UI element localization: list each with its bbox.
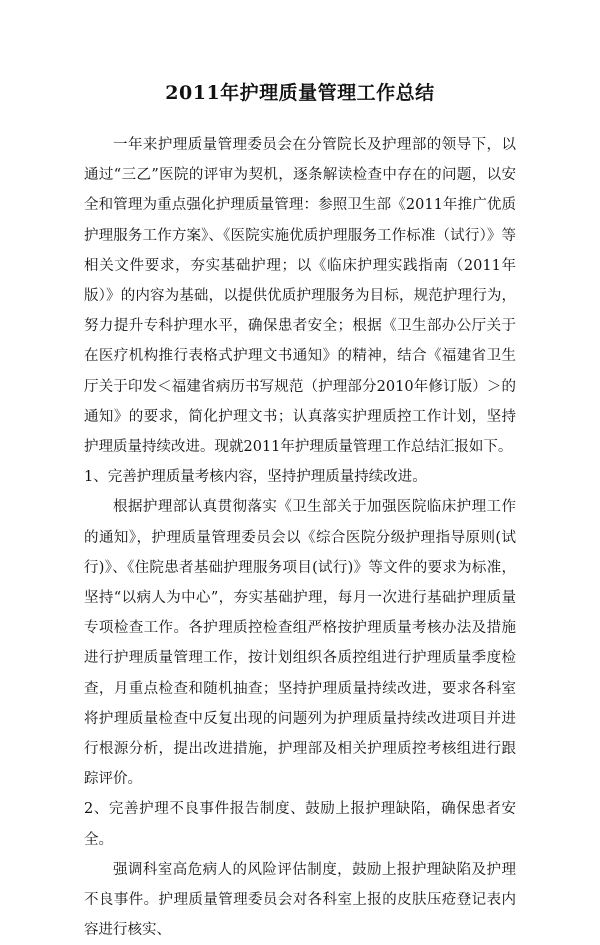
document-title: 2011年护理质量管理工作总结 xyxy=(165,82,435,104)
intro-paragraph: 一年来护理质量管理委员会在分管院长及护理部的领导下，以通过“三乙”医院的评审为契机，逐条解读检查中存在的问题，以安全和管理为重点强化护理质量管理：参照卫生部《2011年推广优质护理服务工作方案》、《医院实施优质护理服务工作标准（试行）》等相关文件要求，夯实基础护理；以《临床护理实践指南（2011年版）》的内容为基础，以提供优质护理服务为目标，规范护理行为，努力提升专科护理水平，确保患者安全；根据《卫生部办公厅关于在医疗机构推行表格式护理文书通知》的精神，结合《福建省卫生厅关于印发＜福建省病历书写规范（护理部分2010年修订版）＞的通知》的要求，简化护理文书；认真落实护理质控工作计划，坚持护理质量持续改进。现就2011年护理质量管理工作总结汇报如下。 xyxy=(84,137,516,456)
section-2-heading: 2、完善护理不良事件报告制度、鼓励上报护理缺陷，确保患者安全。 xyxy=(84,801,516,848)
document-body xyxy=(84,130,516,945)
section-1-paragraph: 根据护理部认真贯彻落实《卫生部关于加强医院临床护理工作的通知》，护理质量管理委员会以《综合医院分级护理指导原则(试行)》、《住院患者基础护理服务项目(试行)》等文件的要求为标准，坚持“以病人为中心”，夯实基础护理，每月一次进行基础护理质量专项检查工作。各护理质控检查组严格按护理质量考核办法及措施进行护理质量管理工作，按计划组织各质控组进行护理质量季度检查，月重点检查和随机抽查；坚持护理质量持续改进，要求各科室将护理质量检查中反复出现的问题列为护理质量持续改进项目并进行根源分析，提出改进措施，护理部及相关护理质控考核组进行跟踪评价。 xyxy=(84,499,516,788)
section-2-paragraph: 强调科室高危病人的风险评估制度，鼓励上报护理缺陷及护理不良事件。护理质量管理委员会对各科室上报的皮肤压疮登记表内容进行核实、 xyxy=(84,861,516,939)
section-1-heading: 1、完善护理质量考核内容，坚持护理质量持续改进。 xyxy=(84,469,427,486)
